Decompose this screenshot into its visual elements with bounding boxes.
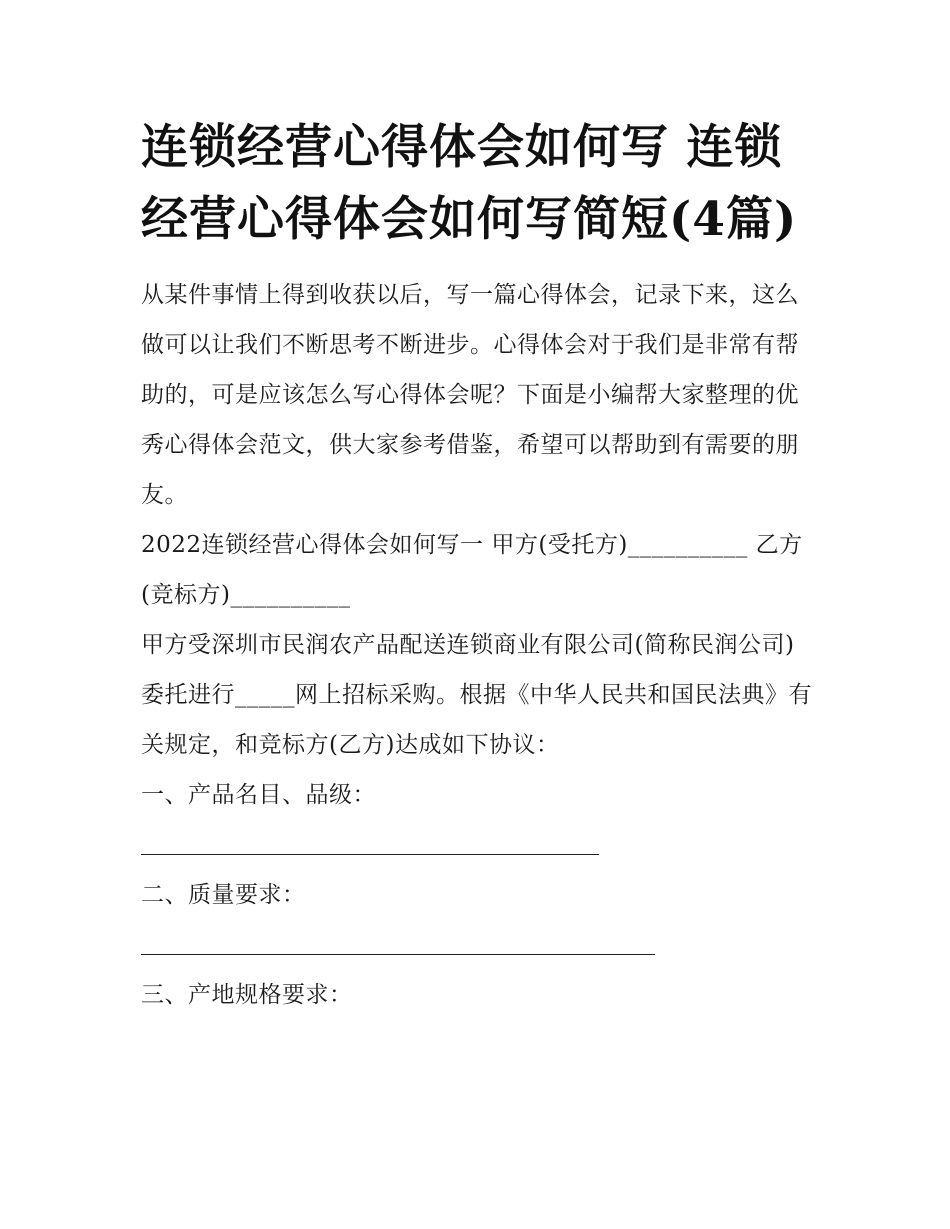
fill-in-line-1 bbox=[141, 820, 813, 870]
section-heading: 2022连锁经营心得体会如何写一 甲方(受托方)__________ 乙方(竞标方)__________ bbox=[141, 532, 803, 608]
item-origin-spec-requirements: 三、产地规格要求： bbox=[141, 982, 353, 1008]
contract-paragraph: 甲方受深圳市民润农产品配送连锁商业有限公司(简称民润公司)委托进行_____网上招标采购。根据《中华人民共和国民法典》有关规定，和竞标方(乙方)达成如下协议： bbox=[141, 632, 812, 758]
underline-rule-1 bbox=[141, 854, 599, 855]
item-product-name-grade: 一、产品名目、品级： bbox=[141, 782, 376, 808]
underline-rule-2 bbox=[141, 954, 655, 955]
fill-in-line-2 bbox=[141, 920, 813, 970]
intro-paragraph: 从某件事情上得到收获以后，写一篇心得体会，记录下来，这么做可以让我们不断思考不断进步。心得体会对于我们是非常有帮助的，可是应该怎么写心得体会呢？下面是小编帮大家整理的优秀心得体会范文，供大家参考借鉴，希望可以帮助到有需要的朋友。 bbox=[141, 282, 799, 508]
document-content bbox=[141, 112, 813, 1020]
item-quality-requirements: 二、质量要求： bbox=[141, 882, 306, 908]
document-title: 连锁经营心得体会如何写 连锁经营心得体会如何写简短(4篇) bbox=[141, 120, 798, 247]
